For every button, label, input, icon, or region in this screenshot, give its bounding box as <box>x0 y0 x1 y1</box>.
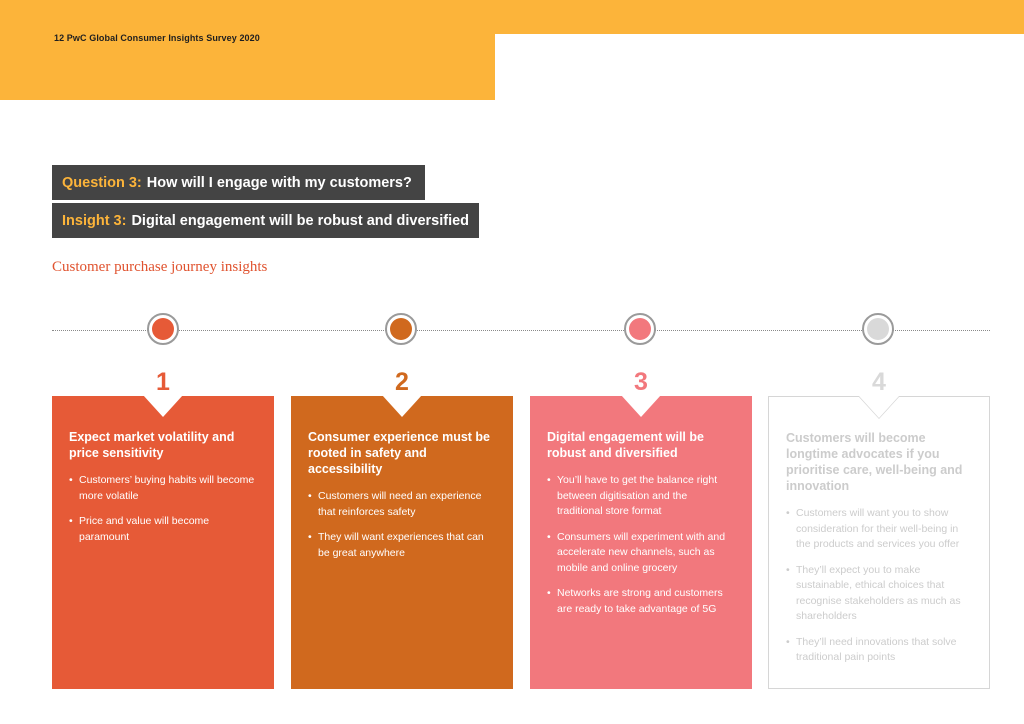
step-number-2: 2 <box>395 368 409 396</box>
card-bullet: • Customers will need an experience that reinforces safety <box>308 489 496 520</box>
timeline-dot-4 <box>862 313 894 345</box>
insight-card-1 <box>52 396 274 689</box>
insight-card-4 <box>768 396 990 689</box>
page-header: 12 PwC Global Consumer Insights Survey 2020 <box>54 33 260 43</box>
step-number-1: 1 <box>156 368 170 396</box>
card-bullets <box>547 473 735 617</box>
insight-bar <box>52 203 479 238</box>
timeline-dot-3 <box>624 313 656 345</box>
card-bullet: • They’ll expect you to make sustainable, ethical choices that recognise stakeholders as much as shareholders <box>786 563 972 625</box>
card-notch <box>621 395 661 417</box>
card-title: Consumer experience must be rooted in safety and accessibility <box>308 430 491 476</box>
card-title: Customers will become longtime advocates if you prioritise care, well-being and innovation <box>786 431 963 493</box>
card-notch <box>859 396 899 418</box>
question-text: How will I engage with my customers? <box>146 174 412 191</box>
journey-timeline <box>52 330 990 331</box>
card-notch <box>143 395 183 417</box>
insight-card-2 <box>291 396 513 689</box>
timeline-dot-1 <box>147 313 179 345</box>
step-number-4: 4 <box>872 368 886 396</box>
card-bullet: • Customers will want you to show consideration for their well-being in the products and services you offer <box>786 506 972 553</box>
card-notch <box>382 395 422 417</box>
card-bullet: • Customers’ buying habits will become more volatile <box>69 473 257 504</box>
step-number-3: 3 <box>634 368 648 396</box>
section-subtitle: Customer purchase journey insights <box>52 259 268 275</box>
question-bar <box>52 165 425 200</box>
timeline-dot-2 <box>385 313 417 345</box>
card-bullets <box>308 489 496 561</box>
header-band-right <box>495 0 1024 34</box>
question-lead: Question 3: <box>62 174 142 191</box>
insight-lead: Insight 3: <box>62 212 127 229</box>
insight-card-3 <box>530 396 752 689</box>
card-bullet: • Networks are strong and customers are ready to take advantage of 5G <box>547 586 735 617</box>
card-bullets <box>786 506 972 666</box>
card-bullet: • Consumers will experiment with and accelerate new channels, such as mobile and online grocery <box>547 530 735 577</box>
card-bullet: • They’ll need innovations that solve traditional pain points <box>786 635 972 666</box>
card-title: Expect market volatility and price sensitivity <box>69 430 235 460</box>
card-bullet: • They will want experiences that can be great anywhere <box>308 530 496 561</box>
header-band <box>0 0 495 100</box>
insight-text: Digital engagement will be robust and diversified <box>131 212 470 229</box>
card-bullet: • You’ll have to get the balance right between digitisation and the traditional store format <box>547 473 735 520</box>
card-title: Digital engagement will be robust and diversified <box>547 430 704 460</box>
card-bullet: • Price and value will become paramount <box>69 514 257 545</box>
card-bullets <box>69 473 257 545</box>
